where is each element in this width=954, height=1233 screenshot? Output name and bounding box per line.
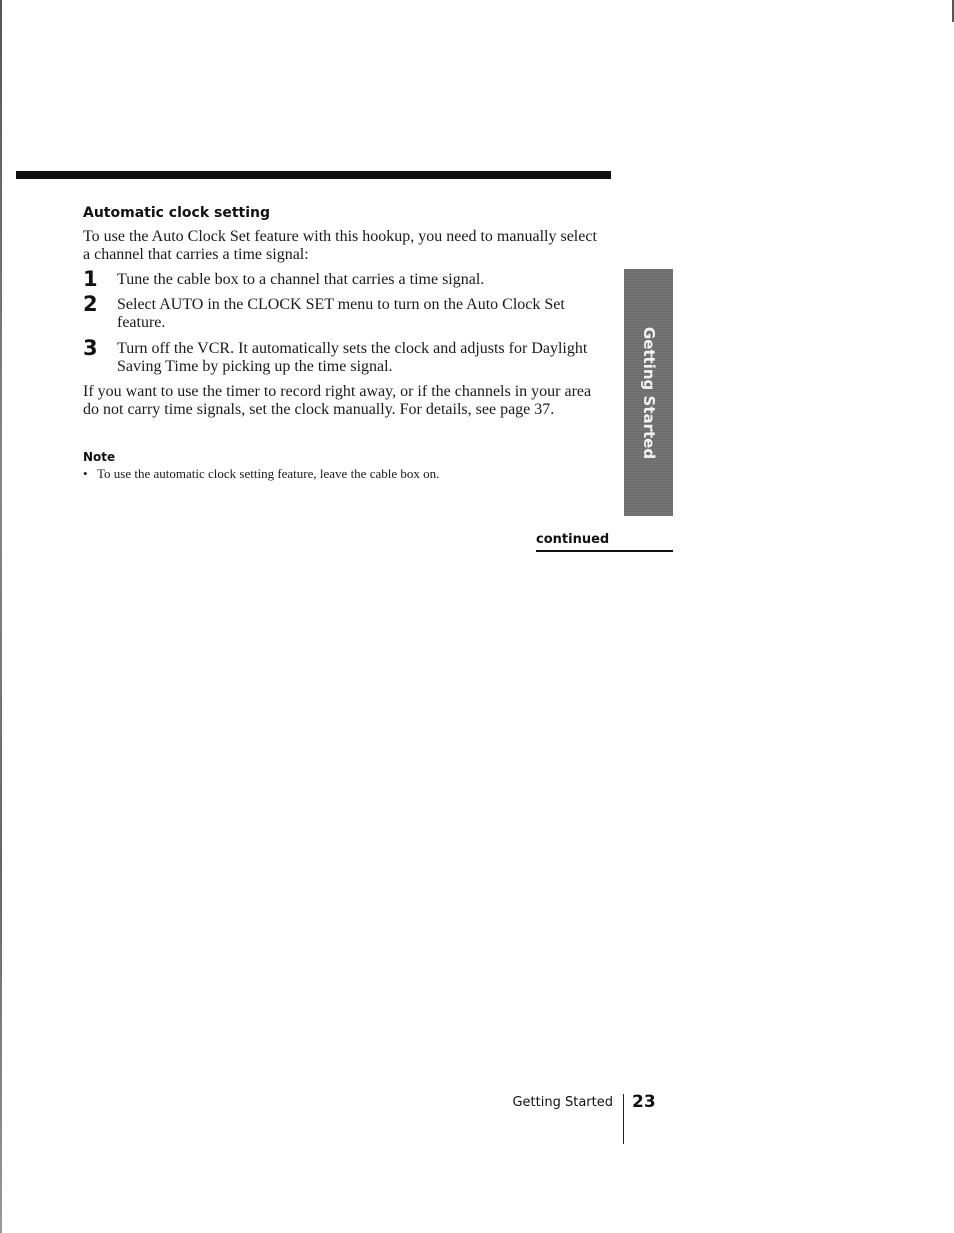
note-text: To use the automatic clock setting feature, leave the cable box on. (97, 466, 440, 481)
note-item (83, 466, 603, 482)
section-rule (16, 171, 611, 179)
page-number: 23 (632, 1092, 656, 1112)
step-number: 2 (83, 292, 98, 316)
chapter-side-tab (624, 269, 673, 516)
step-text: Turn off the VCR. It automatically sets the clock and adjusts for Daylight Saving Time by picking up the time signal. (117, 340, 588, 375)
side-tab-label: Getting Started (639, 326, 658, 459)
body-paragraph: If you want to use the timer to record right away, or if the channels in your area do not carry time signals, set the clock manually. For details, see page 37. (83, 383, 592, 418)
bullet-icon: • (83, 466, 88, 481)
step-text: Select AUTO in the CLOCK SET menu to turn on the Auto Clock Set feature. (117, 296, 565, 331)
intro-paragraph: To use the Auto Clock Set feature with this hookup, you need to manually select a channel that carries a time signal: (83, 228, 597, 263)
section-heading: Automatic clock setting (83, 205, 271, 221)
footer-section-title: Getting Started (512, 1095, 613, 1110)
step-number: 1 (83, 267, 98, 291)
note-label: Note (83, 450, 116, 464)
step-text: Tune the cable box to a channel that carries a time signal. (117, 271, 485, 288)
scan-edge-left (0, 0, 2, 1233)
continued-label: continued (536, 532, 673, 552)
footer-divider (623, 1094, 624, 1144)
step-number: 3 (83, 336, 98, 360)
